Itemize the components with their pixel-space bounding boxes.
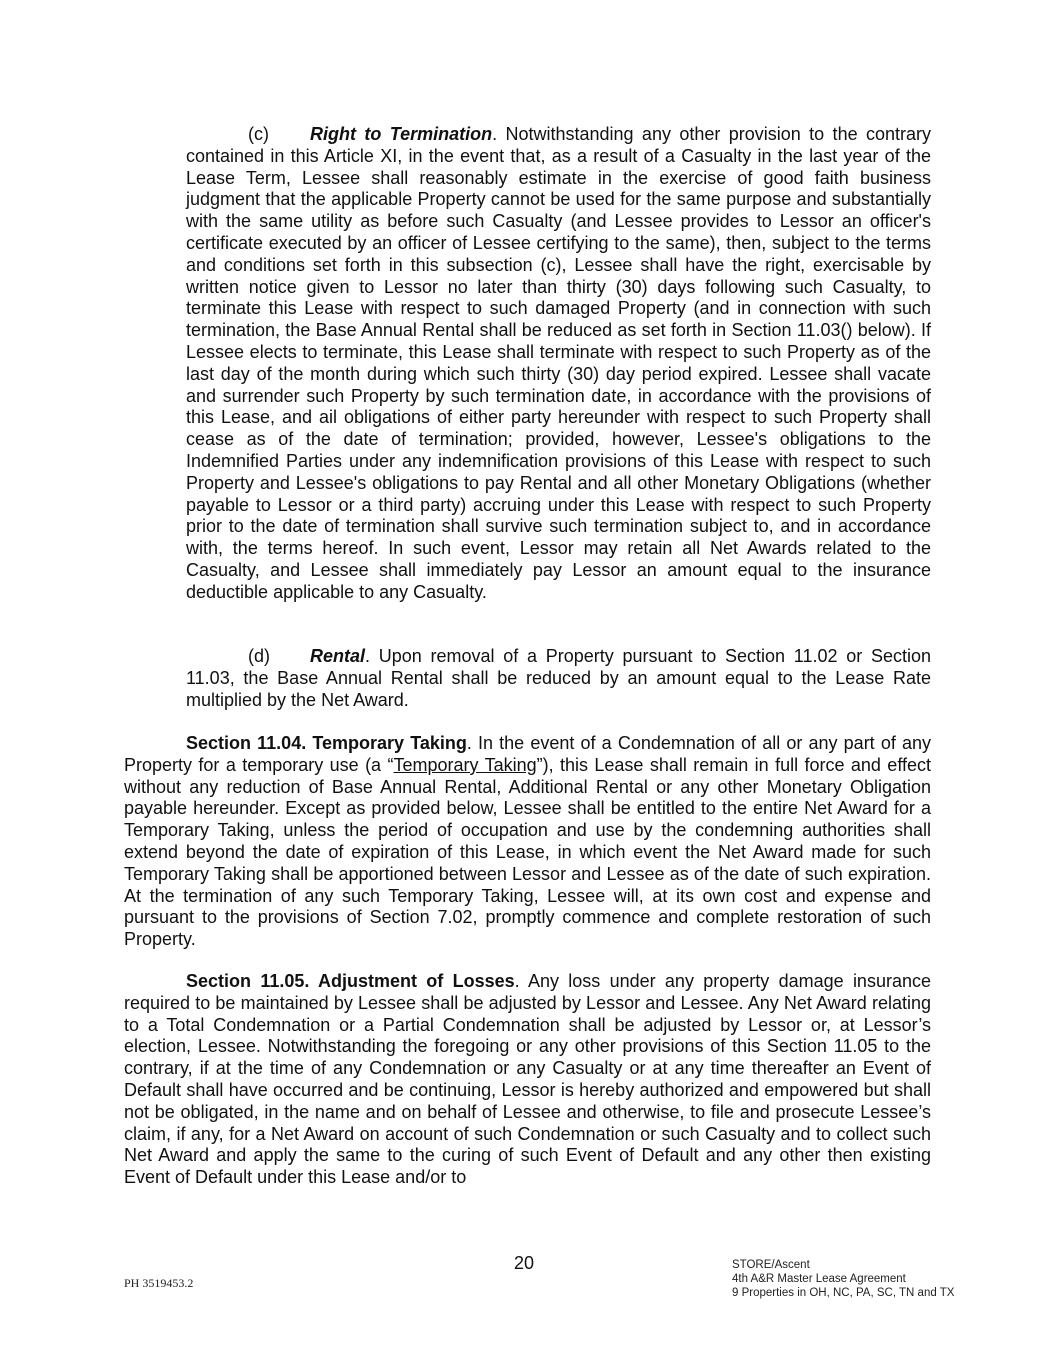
section-11-05-paragraph bbox=[124, 971, 931, 1189]
subsection-d-body: . Upon removal of a Property pursuant to Section 11.02 or Section 11.03, the Base Annual Rental shall be reduced by an amount equal to the Lease Rate multiplied by the Net Award. bbox=[186, 646, 931, 710]
footer-reference-line-2: 4th A&R Master Lease Agreement bbox=[732, 1273, 906, 1285]
footer-page-number: 20 bbox=[514, 1253, 535, 1273]
footer-document-reference bbox=[732, 1258, 954, 1300]
subsection-d-paragraph bbox=[186, 646, 931, 711]
footer-reference-line-3: 9 Properties in OH, NC, PA, SC, TN and TX bbox=[732, 1287, 955, 1299]
section-11-04-paragraph bbox=[124, 733, 931, 951]
subsection-c-body: . Notwithstanding any other provision to the contrary contained in this Article XI, in the event that, as a result of a Casualty in the last year of the Lease Term, Lessee shall reasonably estimate in the exercise of good faith business judgment that the applicable Property cannot be used for the same purpose and substantially with the same utility as before such Casualty (and Lessee provides to Lessor an officer's certificate executed by an officer of Lessee certifying to the same), then, subject to the terms and conditions set forth in this subsection (c), Lessee shall have the right, exercisable by written notice given to Lessor no later than thirty (30) days following such Casualty, to terminate this Lease with respect to such damaged Property (and in connection with such termination, the Base Annual Rental shall be reduced as set forth in Section 11.03() below). If Lessee elects to terminate, this Lease shall terminate with respect to such Property as of the last day of the month during which such thirty (30) day period expired. Lessee shall vacate and surrender such Property by such termination date, in accordance with the provisions of this Lease, and ail obligations of either party hereunder with respect to such Property shall cease as of the date of termination; provided, however, Lessee's obligations to the Indemnified Parties under any indemnification provisions of this Lease with respect to such Property and Lessee's obligations to pay Rental and all other Monetary Obligations (whether payable to Lessor or a third party) accruing under this Lease with respect to such Property prior to the date of termination shall survive such termination subject to, and in accordance with, the terms hereof. In such event, Lessor may retain all Net Awards related to the Casualty, and Lessee shall immediately pay Lessor an amount equal to the insurance deductible applicable to any Casualty. bbox=[186, 124, 931, 602]
footer-document-id: PH 3519453.2 bbox=[124, 1276, 194, 1290]
subsection-c-label: (c) bbox=[248, 124, 269, 144]
footer-reference-line-1: STORE/Ascent bbox=[732, 1259, 810, 1271]
section-11-05-body: . Any loss under any property damage insurance required to be maintained by Lessee shall be adjusted by Lessor and Lessee. Any Net Award relating to a Total Condemnation or a Partial Condemnation shall be adjusted by Lessor or, at Lessor’s election, Lessee. Notwithstanding the foregoing or any other provisions of this Section 11.05 to the contrary, if at the time of any Condemnation or any Casualty or at any time thereafter an Event of Default shall have occurred and be continuing, Lessor is hereby authorized and empowered but shall not be obligated, in the name and on behalf of Lessee and otherwise, to file and prosecute Lessee’s claim, if any, for a Net Award on account of such Condemnation or such Casualty and to collect such Net Award and apply the same to the curing of such Event of Default and any other then existing Event of Default under this Lease and/or to bbox=[124, 971, 931, 1188]
subsection-c-title: Right to Termination bbox=[310, 124, 493, 144]
section-11-04-body-start: . In the event of a Condemnation of all or any part of any Property for a temporary use (a “ bbox=[124, 733, 932, 775]
subsection-d-label: (d) bbox=[248, 646, 270, 666]
subsection-c-paragraph bbox=[186, 124, 931, 604]
section-11-04-title: Section 11.04. Temporary Taking bbox=[186, 733, 467, 753]
section-11-04-body-end: ”), this Lease shall remain in full force and effect without any reduction of Base Annual Rental, Additional Rental or any other Monetary Obligation payable hereunder. Except as provided below, Lessee shall be entitled to the entire Net Award for a Temporary Taking, unless the period of occupation and use by the condemning authorities shall extend beyond the date of expiration of this Lease, in which event the Net Award made for such Temporary Taking shall be apportioned between Lessor and Lessee as of the date of such expiration. At the termination of any such Temporary Taking, Lessee will, at its own cost and expense and pursuant to the provisions of Section 7.02, promptly commence and complete restoration of such Property. bbox=[124, 754, 932, 950]
subsection-d-title: Rental bbox=[310, 646, 366, 666]
section-11-05-title: Section 11.05. Adjustment of Losses bbox=[186, 971, 515, 991]
defined-term-temporary-taking: Temporary Taking bbox=[393, 754, 537, 775]
